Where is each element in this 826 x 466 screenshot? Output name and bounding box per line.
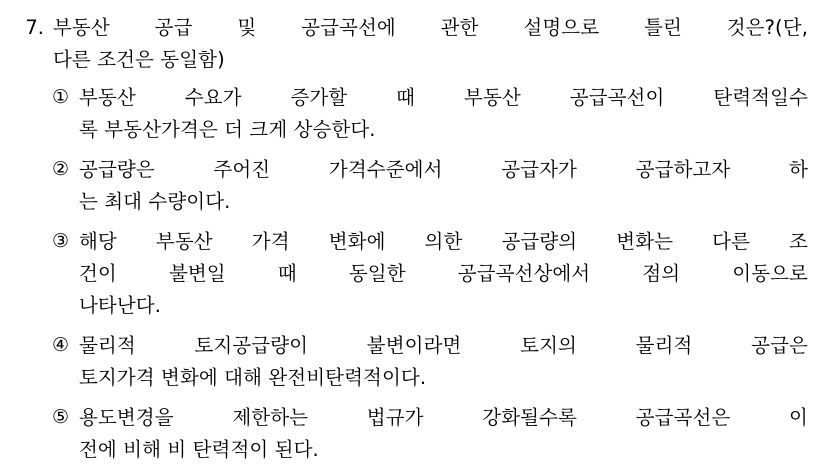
choice-option-5[interactable] [52,402,808,465]
choice-line: 해당 부동산 가격 변화에 의한 공급량의 변화는 다른 조 [79,230,808,254]
choice-marker-2: ② [52,158,70,181]
choice-text-5 [79,402,808,465]
choice-text-1 [79,82,808,145]
choice-line: 부동산 수요가 증가할 때 부동산 공급곡선이 탄력적일수 [79,86,808,110]
question-line: 다른 조건은 동일함) [53,47,225,71]
choice-text-3 [79,226,808,321]
choice-option-1[interactable] [52,82,808,145]
question-number: 7. [25,16,44,39]
choice-marker-5: ⑤ [52,406,70,429]
question-block [14,12,808,75]
choice-option-4[interactable] [52,330,808,393]
choice-text-2 [79,154,808,217]
question-line: 부동산 공급 및 공급곡선에 관한 설명으로 틀린 것은?(단, [53,16,808,39]
choice-line: 토지가격 변화에 대해 완전비탄력적이다. [79,365,427,389]
choice-line: 용도변경을 제한하는 법규가 강화될수록 공급곡선은 이 [79,406,808,430]
choice-list [14,82,808,465]
choice-line: 전에 비해 비 탄력적이 된다. [79,437,319,461]
choice-marker-4: ④ [52,334,70,357]
choice-line: 는 최대 수량이다. [79,189,231,213]
choice-marker-1: ① [52,86,70,109]
choice-line: 공급량은 주어진 가격수준에서 공급자가 공급하고자 하 [79,158,808,182]
choice-line: 록 부동산가격은 더 크게 상승한다. [79,117,376,141]
question-text [53,12,808,75]
choice-marker-3: ③ [52,230,70,253]
choice-text-4 [79,330,808,393]
choice-option-3[interactable] [52,226,808,321]
choice-line: 건이 불변일 때 동일한 공급곡선상에서 점의 이동으로 [79,262,808,286]
choice-line: 물리적 토지공급량이 불변이라면 토지의 물리적 공급은 [79,334,808,358]
choice-line: 나타난다. [79,293,162,317]
choice-option-2[interactable] [52,154,808,217]
